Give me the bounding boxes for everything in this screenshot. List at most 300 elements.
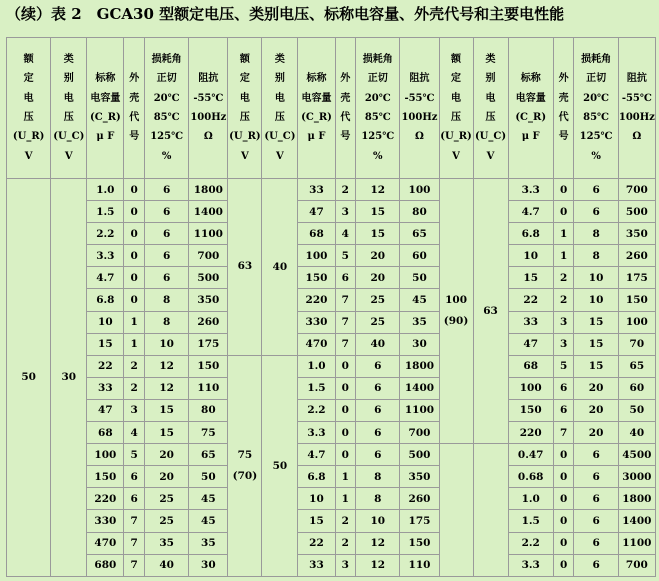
header-line: 电容量 <box>515 92 546 104</box>
impedance-cell: 1400 <box>189 201 228 223</box>
header-line: 电 <box>274 92 285 104</box>
impedance-cell: 175 <box>189 333 228 355</box>
capacitance-cell: 47 <box>508 333 553 355</box>
loss-tangent-cell: 15 <box>574 311 618 333</box>
header-line: 外 <box>340 73 351 85</box>
header-case-code <box>553 38 574 179</box>
loss-tangent-cell: 25 <box>356 289 400 311</box>
loss-tangent-cell: 20 <box>145 466 189 488</box>
case-code-cell: 2 <box>335 510 356 532</box>
table-title: （续）表 2 GCA30 型额定电压、类别电压、标称电容量、外壳代号和主要电性能 <box>6 5 565 23</box>
rated-voltage-cell <box>7 179 51 577</box>
impedance-cell: 75 <box>189 422 228 444</box>
header-line: 电 <box>451 92 462 104</box>
header-line: (U_C) <box>53 131 85 143</box>
capacitance-cell: 330 <box>298 311 335 333</box>
header-line: μ F <box>96 131 115 143</box>
capacitance-cell: 220 <box>298 289 335 311</box>
capacitance-cell: 6.8 <box>508 223 553 245</box>
loss-tangent-cell: 6 <box>145 179 189 201</box>
case-code-cell: 4 <box>124 422 145 444</box>
header-category-voltage <box>473 38 508 179</box>
loss-tangent-cell: 15 <box>145 399 189 421</box>
loss-tangent-cell: 6 <box>145 201 189 223</box>
header-line: 外 <box>129 73 140 85</box>
table-body <box>7 179 656 577</box>
case-code-cell: 3 <box>335 201 356 223</box>
case-code-cell: 4 <box>335 223 356 245</box>
case-code-cell: 3 <box>553 311 574 333</box>
capacitance-cell: 220 <box>87 488 124 510</box>
loss-tangent-cell: 6 <box>574 554 618 576</box>
header-line: 定 <box>239 73 250 85</box>
capacitance-cell: 2.2 <box>87 223 124 245</box>
capacitance-cell: 470 <box>87 532 124 554</box>
loss-tangent-cell: 40 <box>356 333 400 355</box>
impedance-cell: 700 <box>618 554 655 576</box>
impedance-cell: 35 <box>400 311 439 333</box>
capacitance-cell: 10 <box>298 488 335 510</box>
header-line: 20℃ <box>364 92 391 104</box>
header-line: 别 <box>274 73 285 85</box>
impedance-cell: 700 <box>400 422 439 444</box>
table-row <box>7 333 656 355</box>
header-line: 损耗角 <box>581 54 612 66</box>
capacitance-cell: 15 <box>508 267 553 289</box>
header-line: 电 <box>63 92 74 104</box>
case-code-cell: 0 <box>553 444 574 466</box>
table-row <box>7 355 656 377</box>
capacitance-cell: 330 <box>87 510 124 532</box>
header-capacitance <box>508 38 553 179</box>
rated-voltage-cell <box>439 179 473 444</box>
impedance-cell: 1800 <box>400 355 439 377</box>
case-code-cell: 1 <box>553 245 574 267</box>
category-voltage-cell <box>473 444 508 577</box>
capacitance-cell: 4.7 <box>87 267 124 289</box>
impedance-cell: 100 <box>618 311 655 333</box>
capacitance-cell: 220 <box>508 422 553 444</box>
capacitance-cell: 150 <box>87 466 124 488</box>
header-line: 额 <box>239 54 250 66</box>
loss-tangent-cell: 12 <box>145 377 189 399</box>
capacitance-cell: 3.3 <box>508 554 553 576</box>
header-line: 别 <box>485 73 496 85</box>
header-loss-tangent <box>574 38 618 179</box>
table-row <box>7 399 656 421</box>
impedance-cell: 50 <box>189 466 228 488</box>
loss-tangent-cell: 6 <box>145 223 189 245</box>
header-line: (U_C) <box>474 131 507 143</box>
category-voltage-cell: 30 <box>51 179 87 577</box>
loss-tangent-cell: 6 <box>574 532 618 554</box>
header-case-code <box>335 38 356 179</box>
case-code-cell: 1 <box>335 466 356 488</box>
loss-tangent-cell: 10 <box>574 289 618 311</box>
header-line: 电容量 <box>301 92 332 104</box>
loss-tangent-cell: 20 <box>574 377 618 399</box>
impedance-cell: 700 <box>189 245 228 267</box>
loss-tangent-cell: 6 <box>574 466 618 488</box>
impedance-cell: 260 <box>618 245 655 267</box>
case-code-cell: 2 <box>335 179 356 201</box>
header-line: 阻抗 <box>409 73 430 85</box>
impedance-cell: 45 <box>400 289 439 311</box>
header-line: 号 <box>558 131 569 143</box>
table-row <box>7 554 656 576</box>
header-line: (C_R) <box>515 112 547 123</box>
impedance-cell: 50 <box>400 267 439 289</box>
header-line: V <box>241 150 249 162</box>
loss-tangent-cell: 12 <box>145 355 189 377</box>
table-header <box>7 38 656 179</box>
impedance-cell: 60 <box>618 377 655 399</box>
loss-tangent-cell: 20 <box>574 399 618 421</box>
header-impedance <box>189 38 228 179</box>
header-line: 代 <box>340 112 351 123</box>
loss-tangent-cell: 6 <box>574 179 618 201</box>
capacitance-cell: 1.5 <box>87 201 124 223</box>
loss-tangent-cell: 20 <box>145 444 189 466</box>
case-code-cell: 2 <box>553 289 574 311</box>
case-code-cell: 6 <box>335 267 356 289</box>
capacitance-cell: 33 <box>87 377 124 399</box>
header-line: 压 <box>451 112 462 123</box>
case-code-cell: 0 <box>553 488 574 510</box>
case-code-cell: 6 <box>553 377 574 399</box>
impedance-cell: 35 <box>189 532 228 554</box>
capacitance-cell: 1.5 <box>298 377 335 399</box>
impedance-cell: 3000 <box>618 466 655 488</box>
table-row <box>7 377 656 399</box>
capacitance-cell: 22 <box>87 355 124 377</box>
header-line: 类 <box>274 54 285 66</box>
loss-tangent-cell: 20 <box>574 422 618 444</box>
case-code-cell: 7 <box>335 311 356 333</box>
loss-tangent-cell: 10 <box>574 267 618 289</box>
header-line: 100Hz <box>618 112 655 123</box>
capacitance-cell: 3.3 <box>87 245 124 267</box>
capacitance-cell: 6.8 <box>298 466 335 488</box>
loss-tangent-cell: 25 <box>145 488 189 510</box>
header-line: (C_R) <box>90 112 121 123</box>
impedance-cell: 65 <box>618 355 655 377</box>
header-line: % <box>161 150 172 162</box>
case-code-cell: 0 <box>124 201 145 223</box>
case-code-cell: 0 <box>124 267 145 289</box>
header-line: (C_R) <box>301 112 332 123</box>
case-code-cell: 0 <box>124 245 145 267</box>
table-row <box>7 179 656 201</box>
case-code-cell: 7 <box>335 289 356 311</box>
header-line: 125℃ <box>150 131 184 143</box>
impedance-cell: 1100 <box>189 223 228 245</box>
header-impedance <box>618 38 655 179</box>
impedance-cell: 80 <box>189 399 228 421</box>
impedance-cell: 150 <box>400 532 439 554</box>
header-line: 100Hz <box>401 112 438 123</box>
impedance-cell: 70 <box>618 333 655 355</box>
table-row <box>7 466 656 488</box>
case-code-cell: 0 <box>553 179 574 201</box>
header-line: 阻抗 <box>198 73 219 85</box>
header-line: 定 <box>23 73 34 85</box>
header-capacitance <box>87 38 124 179</box>
impedance-cell: 500 <box>618 201 655 223</box>
header-line: 电 <box>485 92 496 104</box>
case-code-cell: 6 <box>553 399 574 421</box>
rated-voltage-cell <box>439 444 473 577</box>
header-line: Ω <box>415 131 424 143</box>
header-line: μ F <box>521 131 540 143</box>
case-code-cell: 5 <box>335 245 356 267</box>
impedance-cell: 350 <box>189 289 228 311</box>
table-row <box>7 488 656 510</box>
rated-voltage-surge: (70) <box>232 469 258 482</box>
header-line: 号 <box>129 131 140 143</box>
impedance-cell: 150 <box>618 289 655 311</box>
rated-voltage: 100 <box>445 294 467 307</box>
rated-voltage-cell <box>228 179 262 356</box>
capacitance-cell: 10 <box>87 311 124 333</box>
table-row <box>7 422 656 444</box>
header-line: V <box>64 150 73 162</box>
impedance-cell: 110 <box>400 554 439 576</box>
category-voltage-cell: 50 <box>262 355 298 576</box>
impedance-cell: 80 <box>400 201 439 223</box>
case-code-cell: 5 <box>553 355 574 377</box>
loss-tangent-cell: 8 <box>145 289 189 311</box>
table-row <box>7 532 656 554</box>
impedance-cell: 110 <box>189 377 228 399</box>
loss-tangent-cell: 20 <box>356 267 400 289</box>
loss-tangent-cell: 8 <box>145 311 189 333</box>
table-row <box>7 267 656 289</box>
capacitance-cell: 3.3 <box>298 422 335 444</box>
header-line: (U_C) <box>264 131 296 143</box>
loss-tangent-cell: 6 <box>356 377 400 399</box>
header-line: 电容量 <box>90 92 121 104</box>
table-row <box>7 311 656 333</box>
header-line: % <box>591 150 601 162</box>
header-line: 壳 <box>558 92 569 104</box>
loss-tangent-cell: 10 <box>356 510 400 532</box>
impedance-cell: 100 <box>400 179 439 201</box>
header-rated-voltage <box>228 38 262 179</box>
spec-table <box>6 37 656 577</box>
header-loss-tangent <box>145 38 189 179</box>
loss-tangent-cell: 8 <box>574 223 618 245</box>
capacitance-cell: 47 <box>298 201 335 223</box>
case-code-cell: 2 <box>553 267 574 289</box>
rated-voltage: 63 <box>237 260 253 273</box>
case-code-cell: 5 <box>124 444 145 466</box>
header-line: 正切 <box>367 73 388 85</box>
header-line: 额 <box>451 54 462 66</box>
header-category-voltage <box>51 38 87 179</box>
capacitance-cell: 680 <box>87 554 124 576</box>
header-line: 20℃ <box>153 92 180 104</box>
case-code-cell: 1 <box>553 223 574 245</box>
loss-tangent-cell: 12 <box>356 554 400 576</box>
loss-tangent-cell: 25 <box>145 510 189 532</box>
header-line: 额 <box>23 54 34 66</box>
loss-tangent-cell: 15 <box>356 201 400 223</box>
header-impedance <box>400 38 439 179</box>
impedance-cell: 1800 <box>618 488 655 510</box>
case-code-cell: 0 <box>553 554 574 576</box>
header-line: 压 <box>23 112 34 123</box>
impedance-cell: 700 <box>618 179 655 201</box>
table-row <box>7 510 656 532</box>
capacitance-cell: 100 <box>508 377 553 399</box>
capacitance-cell: 22 <box>298 532 335 554</box>
loss-tangent-cell: 20 <box>356 245 400 267</box>
loss-tangent-cell: 10 <box>145 333 189 355</box>
header-line: 125℃ <box>361 131 395 143</box>
capacitance-cell: 470 <box>298 333 335 355</box>
loss-tangent-cell: 6 <box>145 245 189 267</box>
case-code-cell: 1 <box>335 488 356 510</box>
header-line: 压 <box>485 112 496 123</box>
loss-tangent-cell: 6 <box>356 399 400 421</box>
impedance-cell: 1400 <box>400 377 439 399</box>
loss-tangent-cell: 15 <box>574 333 618 355</box>
capacitance-cell: 33 <box>508 311 553 333</box>
table-row <box>7 201 656 223</box>
capacitance-cell: 22 <box>508 289 553 311</box>
loss-tangent-cell: 6 <box>356 444 400 466</box>
loss-tangent-cell: 6 <box>356 355 400 377</box>
loss-tangent-cell: 25 <box>356 311 400 333</box>
loss-tangent-cell: 6 <box>145 267 189 289</box>
impedance-cell: 1400 <box>618 510 655 532</box>
header-line: (U_R) <box>229 131 261 143</box>
case-code-cell: 0 <box>553 201 574 223</box>
case-code-cell: 0 <box>553 466 574 488</box>
rated-voltage-surge: (90) <box>443 315 469 328</box>
capacitance-cell: 4.7 <box>508 201 553 223</box>
header-line: 代 <box>558 112 569 123</box>
header-line: V <box>452 150 460 162</box>
loss-tangent-cell: 6 <box>574 444 618 466</box>
header-rated-voltage <box>439 38 473 179</box>
loss-tangent-cell: 15 <box>356 223 400 245</box>
case-code-cell: 7 <box>553 422 574 444</box>
capacitance-cell: 68 <box>508 355 553 377</box>
capacitance-cell: 15 <box>298 510 335 532</box>
impedance-cell: 30 <box>400 333 439 355</box>
case-code-cell: 0 <box>124 223 145 245</box>
capacitance-cell: 150 <box>508 399 553 421</box>
header-capacitance <box>298 38 335 179</box>
impedance-cell: 175 <box>618 267 655 289</box>
loss-tangent-cell: 15 <box>574 355 618 377</box>
case-code-cell: 7 <box>124 532 145 554</box>
impedance-cell: 45 <box>189 488 228 510</box>
capacitance-cell: 3.3 <box>508 179 553 201</box>
impedance-cell: 260 <box>400 488 439 510</box>
header-line: 别 <box>63 73 74 85</box>
case-code-cell: 0 <box>335 399 356 421</box>
header-line: 电 <box>239 92 250 104</box>
capacitance-cell: 100 <box>87 444 124 466</box>
case-code-cell: 7 <box>124 510 145 532</box>
capacitance-cell: 47 <box>87 399 124 421</box>
impedance-cell: 65 <box>189 444 228 466</box>
header-line: 损耗角 <box>151 54 182 66</box>
header-row <box>7 38 656 179</box>
capacitance-cell: 33 <box>298 179 335 201</box>
loss-tangent-cell: 12 <box>356 179 400 201</box>
case-code-cell: 1 <box>124 333 145 355</box>
header-line: 标称 <box>520 73 541 85</box>
header-line: 85℃ <box>364 112 391 123</box>
capacitance-cell: 2.2 <box>298 399 335 421</box>
header-line: 代 <box>129 112 140 123</box>
rated-voltage-cell <box>228 355 262 576</box>
header-line: Ω <box>203 131 213 143</box>
case-code-cell: 0 <box>335 355 356 377</box>
capacitance-cell: 0.47 <box>508 444 553 466</box>
header-line: 类 <box>485 54 496 66</box>
header-line: -55℃ <box>621 92 652 104</box>
impedance-cell: 1100 <box>400 399 439 421</box>
loss-tangent-cell: 40 <box>145 554 189 576</box>
impedance-cell: 50 <box>618 399 655 421</box>
capacitance-cell: 100 <box>298 245 335 267</box>
header-line: 损耗角 <box>362 54 393 66</box>
header-line: V <box>276 150 284 162</box>
capacitance-cell: 1.0 <box>87 179 124 201</box>
impedance-cell: 40 <box>618 422 655 444</box>
header-line: 标称 <box>95 73 116 85</box>
loss-tangent-cell: 8 <box>356 488 400 510</box>
case-code-cell: 0 <box>124 179 145 201</box>
header-line: 外 <box>558 73 569 85</box>
loss-tangent-cell: 8 <box>356 466 400 488</box>
header-line: 类 <box>63 54 74 66</box>
category-voltage-cell: 40 <box>262 179 298 356</box>
header-line: 85℃ <box>583 112 610 123</box>
case-code-cell: 2 <box>124 355 145 377</box>
capacitance-cell: 0.68 <box>508 466 553 488</box>
capacitance-cell: 68 <box>87 422 124 444</box>
impedance-cell: 60 <box>400 245 439 267</box>
loss-tangent-cell: 6 <box>356 422 400 444</box>
impedance-cell: 30 <box>189 554 228 576</box>
capacitance-cell: 33 <box>298 554 335 576</box>
header-line: Ω <box>632 131 642 143</box>
capacitance-cell: 1.0 <box>508 488 553 510</box>
header-line: 100Hz <box>190 112 227 123</box>
header-line: 压 <box>63 112 74 123</box>
rated-voltage: 50 <box>21 370 36 383</box>
case-code-cell: 7 <box>335 333 356 355</box>
header-line: 壳 <box>340 92 351 104</box>
case-code-cell: 2 <box>335 532 356 554</box>
case-code-cell: 0 <box>553 532 574 554</box>
loss-tangent-cell: 6 <box>574 201 618 223</box>
header-line: 定 <box>451 73 462 85</box>
header-line: 正切 <box>156 73 177 85</box>
capacitance-cell: 10 <box>508 245 553 267</box>
impedance-cell: 350 <box>400 466 439 488</box>
capacitance-cell: 4.7 <box>298 444 335 466</box>
case-code-cell: 0 <box>335 377 356 399</box>
impedance-cell: 500 <box>189 267 228 289</box>
category-voltage-cell: 63 <box>473 179 508 444</box>
